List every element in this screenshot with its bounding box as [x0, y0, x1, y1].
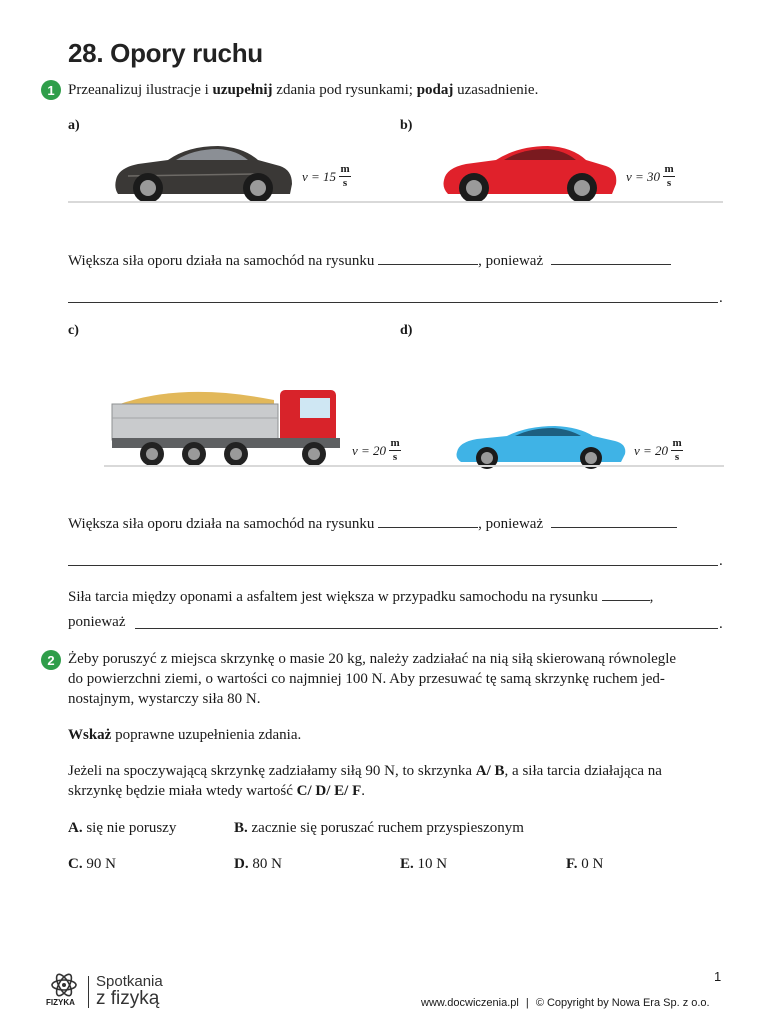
answer-blank[interactable] — [602, 586, 650, 601]
sentence-3: Siła tarcia między oponami a asfaltem jest większa w przypadku samochodu na rysunku , — [68, 586, 733, 607]
brand-small-label: FIZYKA — [46, 998, 75, 1007]
sentence-3-continued: ponieważ — [68, 614, 126, 630]
sentence-1: Większa siła oporu działa na samochód na rysunku , ponieważ — [68, 250, 728, 271]
option-e[interactable]: E. 10 N — [400, 856, 448, 872]
atom-logo-icon — [50, 973, 78, 997]
label-c: c) — [68, 323, 79, 338]
answer-blank[interactable] — [551, 250, 671, 265]
answer-blank[interactable] — [551, 513, 677, 528]
label-a: a) — [68, 118, 80, 133]
answer-blank[interactable] — [378, 513, 478, 528]
blue-car-illustration — [455, 422, 630, 470]
task2-paragraph: Żeby poruszyć z miejsca skrzynkę o masie 20 kg, należy zadziałać na nią siłą skierowaną równolegle do powierzchni ziemi, o wartości co najmniej 100 N. Aby przesuwać tę samą skrzynkę ruchem jed- nostajnym, wystarczy siła 80 N. — [68, 651, 677, 707]
brand-name: Spotkania z fizyką — [96, 973, 163, 1009]
footer-site[interactable]: www.docwiczenia.pl — [421, 997, 519, 1009]
page-title: 28. Opory ruchu — [68, 38, 263, 68]
answer-line[interactable] — [68, 302, 718, 303]
period: . — [719, 616, 723, 632]
answer-line[interactable] — [68, 565, 718, 566]
label-b: b) — [400, 118, 413, 133]
answer-blank[interactable] — [378, 250, 478, 265]
task2-instruction: Wskaż poprawne uzupełnienia zdania. — [68, 727, 302, 743]
page-number: 1 — [714, 969, 722, 984]
red-car-illustration — [440, 140, 620, 206]
label-d: d) — [400, 323, 413, 338]
brand-divider — [88, 976, 89, 1008]
option-c[interactable]: C. 90 N — [68, 856, 116, 872]
option-b[interactable]: B. zacznie się poruszać ruchem przyspieszonym — [234, 820, 524, 836]
task-number-badge: 2 — [41, 650, 61, 670]
sentence-2: Większa siła oporu działa na samochód na rysunku , ponieważ — [68, 513, 728, 534]
period: . — [719, 290, 723, 306]
option-a[interactable]: A. się nie poruszy — [68, 820, 177, 836]
dark-car-illustration — [108, 140, 298, 206]
task1-instruction: Przeanalizuj ilustracje i uzupełnij zdania pod rysunkami; podaj uzasadnienie. — [68, 82, 539, 98]
answer-line[interactable] — [135, 628, 718, 629]
ground-line-cd — [104, 465, 724, 467]
velocity-b: v = 30 $\frac{m}{s}$ — [626, 163, 674, 189]
footer-credits: www.docwiczenia.pl | © Copyright by Nowa Era Sp. z o.o. — [421, 997, 710, 1009]
velocity-a: v = 15 $\frac{m}{s}$ — [302, 163, 350, 189]
period: . — [719, 553, 723, 569]
ground-line-ab — [68, 201, 723, 203]
truck-illustration — [104, 380, 346, 470]
velocity-d: v = 20 $\frac{m}{s}$ — [634, 437, 682, 463]
task2-question: Jeżeli na spoczywającą skrzynkę zadziałamy siłą 90 N, to skrzynka A/ B, a siła tarcia działająca na skrzynkę będzie miała wtedy wartość C/ D/ E/ F. — [68, 763, 662, 799]
velocity-c: v = 20 $\frac{m}{s}$ — [352, 437, 400, 463]
option-d[interactable]: D. 80 N — [234, 856, 282, 872]
task-number-badge: 1 — [41, 80, 61, 100]
option-f[interactable]: F. 0 N — [566, 856, 604, 872]
